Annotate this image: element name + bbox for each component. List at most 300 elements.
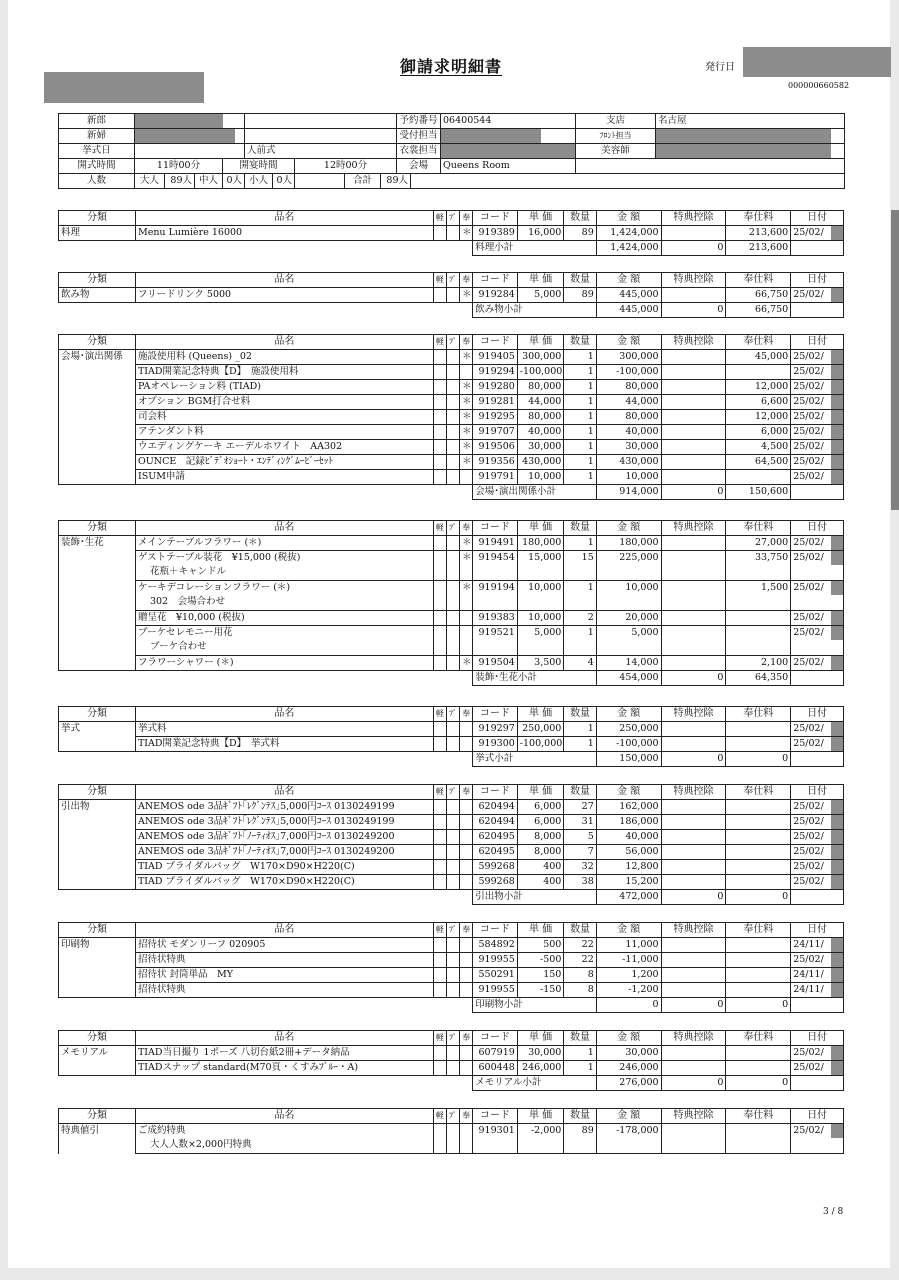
header-category: 分類 [59,1031,136,1046]
date: 25/02/ [791,395,844,410]
item-name [135,830,433,845]
p-flag [446,800,459,815]
header-service: 奉 [460,335,473,350]
service-flag [460,1061,473,1076]
header-p: ﾌﾟ [446,211,459,226]
section-table [58,272,844,318]
unit-price: 300,000 [517,350,564,365]
p-flag [446,581,459,611]
table-row [59,455,844,470]
item-code: 919521 [473,626,518,656]
item-name-line: ウエディングケーキ エーデルホワイト AA302 [137,441,343,452]
unit-price: 6,000 [517,800,564,815]
header-amount: 金 額 [596,273,661,288]
item-name [135,938,433,953]
item-name [135,551,433,581]
service-fee: 12,000 [726,380,791,395]
quantity: 8 [564,983,596,998]
category-cell: 挙式 [59,722,136,737]
item-name-sub: 花瓶＋キャンドル [149,566,226,577]
date: 25/02/ [791,551,844,581]
service-fee [726,722,791,737]
table-row [59,953,844,968]
amount: 186,000 [596,815,661,830]
unit-price: 10,000 [517,611,564,626]
header-item: 品名 [135,923,433,938]
service-flag: ＊ [460,440,473,455]
category-cell [59,875,136,890]
amount: 1,424,000 [596,226,661,241]
subtotal-amount: 0 [596,998,661,1013]
service-flag: ＊ [460,288,473,303]
category-cell: 特典値引 [59,1124,136,1154]
venue-value: Queens Room [441,159,576,174]
header-discount: 特典控除 [661,1031,726,1046]
document-page [8,0,890,1268]
amount: 80,000 [596,410,661,425]
adult-label: 大人 [135,174,165,189]
item-name [135,581,433,611]
service-flag [460,830,473,845]
header-date: 日付 [791,923,844,938]
unit-price: 80,000 [517,410,564,425]
table-row [59,1046,844,1061]
subtotal-row [59,671,844,686]
header-discount: 特典控除 [661,521,726,536]
header-category: 分類 [59,1109,136,1124]
light-flag [433,800,446,815]
date: 25/02/ [791,953,844,968]
item-code: 919281 [473,395,518,410]
item-name [135,611,433,626]
header-amount: 金 額 [596,211,661,226]
light-flag [433,440,446,455]
header-amount: 金 額 [596,1109,661,1124]
item-code: 600448 [473,1061,518,1076]
service-flag [460,938,473,953]
header-item: 品名 [135,521,433,536]
header-light: 軽 [433,785,446,800]
middle-label: 中人 [195,174,223,189]
p-flag [446,968,459,983]
quantity: 1 [564,470,596,485]
item-code: 919506 [473,440,518,455]
item-name-line: TIAD当日撮り 1ポーズ 八切台紙2冊+データ納品 [137,1047,350,1058]
service-fee: 27,000 [726,536,791,551]
subtotal-amount: 445,000 [596,303,661,318]
subtotal-fee: 0 [726,1076,791,1091]
header-code: コード [473,923,518,938]
p-flag [446,365,459,380]
header-category: 分類 [59,923,136,938]
header-date: 日付 [791,211,844,226]
light-flag [433,875,446,890]
amount: 180,000 [596,536,661,551]
light-flag [433,425,446,440]
p-flag [446,611,459,626]
date: 25/02/ [791,1046,844,1061]
subtotal-row [59,485,844,500]
discount [661,410,726,425]
item-code: 620495 [473,830,518,845]
date: 25/02/ [791,425,844,440]
section-table [58,210,844,256]
item-name [135,1046,433,1061]
unit-price: 5,000 [517,626,564,656]
service-fee [726,470,791,485]
table-row [59,395,844,410]
amount: 44,000 [596,395,661,410]
service-fee: 213,600 [726,226,791,241]
page-number: 3 / 8 [823,1207,844,1217]
subtotal-label: メモリアル小計 [473,1076,597,1091]
subtotal-fee: 0 [726,752,791,767]
service-fee [726,1061,791,1076]
p-flag [446,938,459,953]
header-category: 分類 [59,273,136,288]
header-date: 日付 [791,335,844,350]
p-flag [446,1061,459,1076]
header-date: 日付 [791,1109,844,1124]
light-flag [433,656,446,671]
header-light: 軽 [433,521,446,536]
discount [661,968,726,983]
quantity: 22 [564,938,596,953]
discount [661,455,726,470]
header-category: 分類 [59,211,136,226]
item-code: 919491 [473,536,518,551]
total-label: 合計 [345,174,381,189]
header-unit: 単 価 [517,923,564,938]
date: 25/02/ [791,350,844,365]
ceremony-type: 人前式 [245,144,397,159]
date: 25/02/ [791,470,844,485]
amount: 1,200 [596,968,661,983]
unit-price: 5,000 [517,288,564,303]
light-flag [433,365,446,380]
discount [661,536,726,551]
quantity: 2 [564,611,596,626]
header-code: コード [473,785,518,800]
subtotal-label: 会場･演出関係小計 [473,485,597,500]
light-flag [433,953,446,968]
service-flag [460,815,473,830]
category-cell [59,830,136,845]
header-qty: 数量 [564,273,596,288]
header-light: 軽 [433,211,446,226]
middle-count: 0人 [223,174,245,189]
amount: 5,000 [596,626,661,656]
quantity: 1 [564,737,596,752]
item-code: 550291 [473,968,518,983]
header-amount: 金 額 [596,335,661,350]
groom-name [135,114,245,129]
date: 25/02/ [791,830,844,845]
service-flag [460,1046,473,1061]
unit-price: -100,000 [517,737,564,752]
p-flag [446,425,459,440]
service-flag [460,722,473,737]
discount [661,1124,726,1154]
quantity: 1 [564,455,596,470]
header-qty: 数量 [564,211,596,226]
header-item: 品名 [135,785,433,800]
light-flag [433,815,446,830]
subtotal-label: 引出物小計 [473,890,597,905]
item-name [135,722,433,737]
item-name [135,800,433,815]
header-amount: 金 額 [596,707,661,722]
item-name-line: アテンダント料 [137,426,204,437]
scrollbar[interactable] [891,210,899,510]
service-flag [460,626,473,656]
date: 25/02/ [791,1061,844,1076]
subtotal-row [59,1076,844,1091]
header-unit: 単 価 [517,521,564,536]
count-label: 人数 [59,174,135,189]
unit-price: 44,000 [517,395,564,410]
item-code: 919405 [473,350,518,365]
service-flag: ＊ [460,226,473,241]
table-row [59,875,844,890]
header-fee: 奉仕料 [726,923,791,938]
service-flag: ＊ [460,395,473,410]
service-fee: 6,000 [726,425,791,440]
item-name-line: オプション BGM打合せ料 [137,396,251,407]
p-flag [446,737,459,752]
item-name-line: TIAD開業記念特典【D】 施設使用料 [137,366,299,377]
service-flag [460,611,473,626]
date: 25/02/ [791,455,844,470]
unit-price: -100,000 [517,365,564,380]
amount: -11,000 [596,953,661,968]
header-light: 軽 [433,923,446,938]
item-name [135,656,433,671]
header-qty: 数量 [564,923,596,938]
header-p: ﾌﾟ [446,707,459,722]
date: 25/02/ [791,581,844,611]
p-flag [446,395,459,410]
discount [661,845,726,860]
amount: 56,000 [596,845,661,860]
quantity: 89 [564,288,596,303]
item-name-line: ISUM申請 [137,471,185,482]
item-name [135,815,433,830]
header-code: コード [473,1109,518,1124]
light-flag [433,938,446,953]
light-flag [433,380,446,395]
amount: 40,000 [596,425,661,440]
item-name-line: TIAD ブライダルバッグ W170×D90×H220(C) [137,876,355,887]
header-light: 軽 [433,335,446,350]
item-name-line: フラワーシャワー (＊) [137,657,234,668]
category-cell: 装飾･生花 [59,536,136,551]
header-fee: 奉仕料 [726,273,791,288]
header-code: コード [473,707,518,722]
beauty-label: 美容師 [576,144,656,159]
date: 25/02/ [791,410,844,425]
table-row [59,288,844,303]
amount: 430,000 [596,455,661,470]
item-name-line: 贈呈花 ¥10,000 (税抜) [137,612,245,623]
header-item: 品名 [135,707,433,722]
table-row [59,350,844,365]
subtotal-amount: 1,424,000 [596,241,661,256]
discount [661,722,726,737]
quantity: 1 [564,425,596,440]
item-name-sub: ブーケ合わせ [149,641,207,652]
service-flag [460,1124,473,1154]
item-name-line: 招待状特典 [137,984,186,995]
header-qty: 数量 [564,1109,596,1124]
subtotal-fee: 0 [726,890,791,905]
header-light: 軽 [433,1031,446,1046]
category-cell [59,968,136,983]
header-p: ﾌﾟ [446,273,459,288]
item-code: 919280 [473,380,518,395]
p-flag [446,350,459,365]
service-fee: 4,500 [726,440,791,455]
item-name [135,365,433,380]
quantity: 1 [564,440,596,455]
service-flag [460,983,473,998]
category-cell [59,1061,136,1076]
header-unit: 単 価 [517,1031,564,1046]
light-flag [433,288,446,303]
issue-date-label: 発行日 [705,62,735,73]
item-name [135,953,433,968]
table-row [59,722,844,737]
date: 25/02/ [791,875,844,890]
amount: -100,000 [596,365,661,380]
quantity: 22 [564,953,596,968]
unit-price: 10,000 [517,470,564,485]
service-flag: ＊ [460,425,473,440]
service-fee: 45,000 [726,350,791,365]
branch-value: 名古屋 [656,114,845,129]
item-code: 919389 [473,226,518,241]
discount [661,470,726,485]
service-fee [726,626,791,656]
unit-price: 8,000 [517,830,564,845]
quantity: 1 [564,722,596,737]
subtotal-amount: 914,000 [596,485,661,500]
amount: 30,000 [596,440,661,455]
header-fee: 奉仕料 [726,785,791,800]
unit-price: 180,000 [517,536,564,551]
header-code: コード [473,521,518,536]
item-code: 919294 [473,365,518,380]
item-name-line: 司会料 [137,411,167,422]
header-discount: 特典控除 [661,707,726,722]
header-unit: 単 価 [517,1109,564,1124]
item-name-line: メインテーブルフラワー (＊) [137,537,262,548]
item-code: 919300 [473,737,518,752]
table-row [59,611,844,626]
discount [661,425,726,440]
quantity: 1 [564,380,596,395]
table-row [59,815,844,830]
header-item: 品名 [135,273,433,288]
item-name-line: OUNCE 記録ﾋﾞﾃﾞｵｼｮｰﾄ・ｴﾝﾃﾞｨﾝｸﾞﾑｰﾋﾞｰｾｯﾄ [137,456,334,467]
subtotal-label: 挙式小計 [473,752,597,767]
header-code: コード [473,335,518,350]
subtotal-discount: 0 [661,241,726,256]
discount [661,380,726,395]
light-flag [433,611,446,626]
item-code: 919504 [473,656,518,671]
subtotal-amount: 276,000 [596,1076,661,1091]
category-cell [59,551,136,581]
amount: 20,000 [596,611,661,626]
header-p: ﾌﾟ [446,1109,459,1124]
subtotal-discount: 0 [661,752,726,767]
item-code: 919297 [473,722,518,737]
header-service: 奉 [460,785,473,800]
light-flag [433,1061,446,1076]
quantity: 32 [564,860,596,875]
subtotal-label: 装飾･生花小計 [473,671,597,686]
item-code: 919194 [473,581,518,611]
amount: -178,000 [596,1124,661,1154]
p-flag [446,288,459,303]
amount: 250,000 [596,722,661,737]
header-service: 奉 [460,707,473,722]
discount [661,953,726,968]
item-code: 584892 [473,938,518,953]
header-fee: 奉仕料 [726,1031,791,1046]
header-qty: 数量 [564,707,596,722]
header-p: ﾌﾟ [446,335,459,350]
service-fee: 6,600 [726,395,791,410]
quantity: 8 [564,968,596,983]
discount [661,860,726,875]
discount [661,875,726,890]
header-date: 日付 [791,1031,844,1046]
category-cell: 印刷物 [59,938,136,953]
light-flag [433,536,446,551]
unit-price: 16,000 [517,226,564,241]
table-row [59,938,844,953]
light-flag [433,551,446,581]
item-name-line: ご成約特典 [137,1125,186,1136]
header-light: 軽 [433,1109,446,1124]
date: 25/02/ [791,288,844,303]
service-fee [726,815,791,830]
date: 25/02/ [791,226,844,241]
light-flag [433,395,446,410]
header-discount: 特典控除 [661,1109,726,1124]
p-flag [446,830,459,845]
subtotal-label: 料理小計 [473,241,597,256]
header-fee: 奉仕料 [726,1109,791,1124]
header-service: 奉 [460,923,473,938]
header-amount: 金 額 [596,521,661,536]
header-unit: 単 価 [517,785,564,800]
subtotal-row [59,241,844,256]
category-cell [59,983,136,998]
document-title: 御請求明細書 [400,57,503,76]
discount [661,626,726,656]
table-row [59,536,844,551]
quantity: 27 [564,800,596,815]
unit-price: 500 [517,938,564,953]
discount [661,656,726,671]
redacted-address [44,72,204,103]
item-name [135,455,433,470]
category-cell [59,656,136,671]
header-fee: 奉仕料 [726,211,791,226]
